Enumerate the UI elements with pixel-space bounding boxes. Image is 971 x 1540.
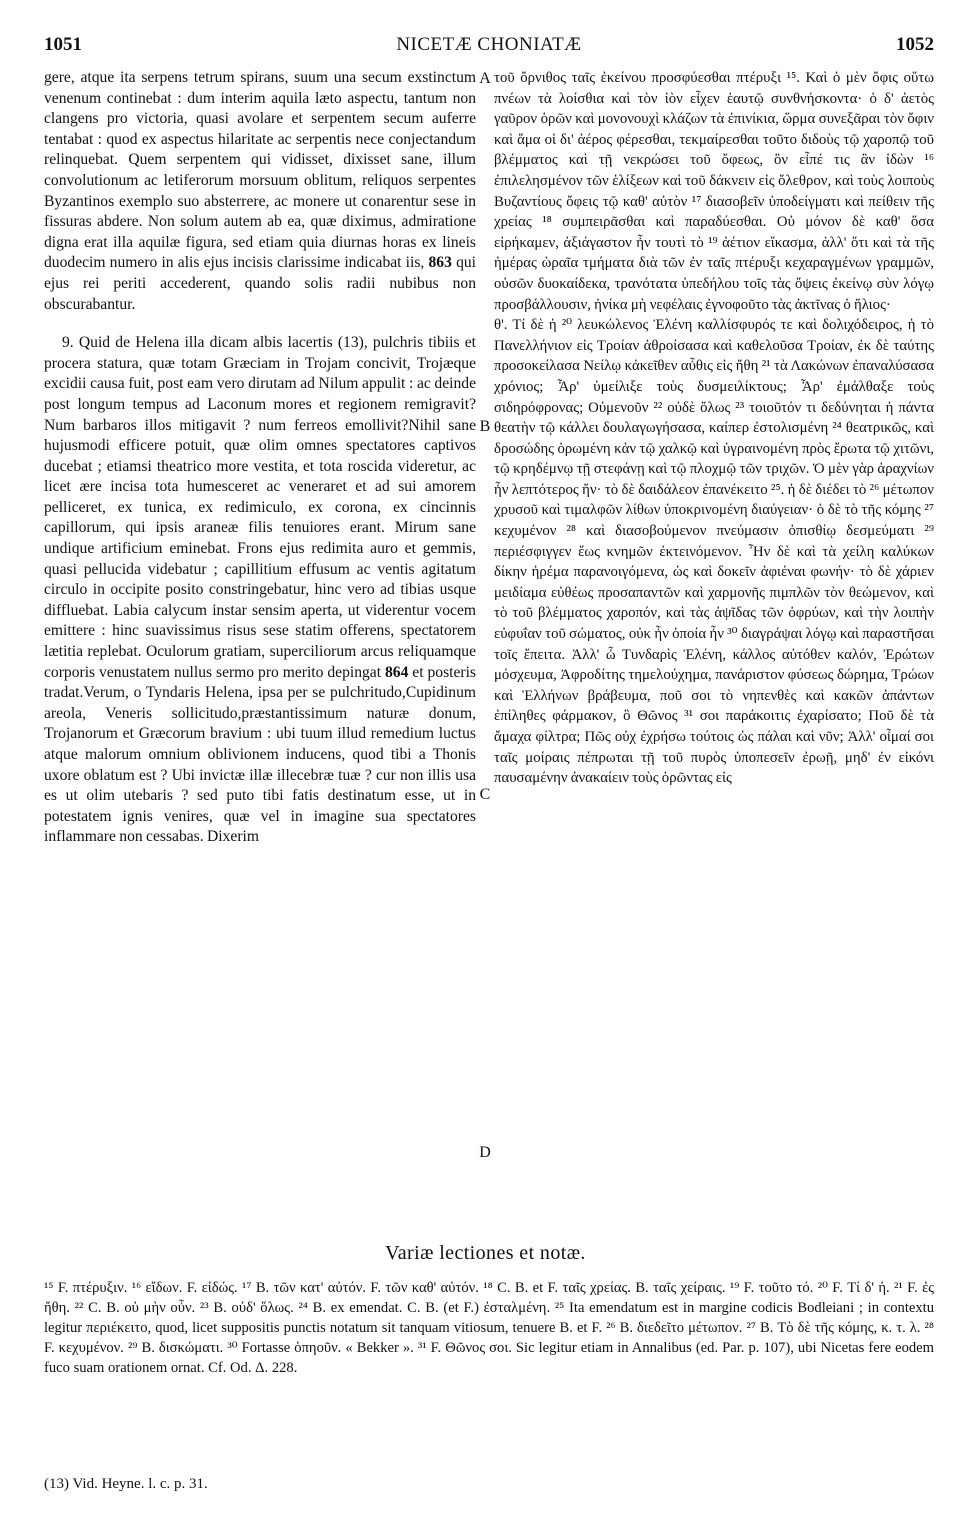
- margin-letter-d: D: [479, 1144, 491, 1161]
- latin-text-a: gere, atque ita serpens tetrum spirans, suum una secum exstinctum venenum continebat : dum interim aquila læto aspectu, tantum non clangens pro victoria, quasi avolare et serpentem secum auferre tentabat : quod ex aspectus hilaritate ac serpentis nece conjectandum relinquebat. Quem serpentem qui vidisset, dixisset sane, illum convolutionum ac letiferorum morsuum oblitum, reliquos serpentes Byzantinos exemplo suo absterrere, ac monere ut conarentur sese in fissuras abdere. Non solum autem ab ea, quæ diximus, admiratione digna erat illa aquilæ figura, sed etiam quia diurnas horas ex lineis duodecim numero in alis ejus incisis clarissime indicabat iis,: [44, 69, 476, 272]
- margin-letter-b: B: [479, 418, 491, 435]
- latin-text-d: et posteris tradat.Verum, o Tyndaris Helena, ipsa per se pulchritudo,Cupidinum areola, Veneris sollicitudo,præstantissimum naturæ donum, Trojanorum et Græcorum bravium : ubi tuum illud remedium luctus atque malorum omnium oblivionem inducens, quod tibi a Thonis uxore oblatum est ? Ubi invictæ illæ illecebræ tuæ ? cur non illis usa es ut olim utebaris ? sed puto tibi fatis destinatum esse, ut in potestatem ignis venires, quæ vel in imagine sua spectatores inflammare non cessabas. Dixerim: [44, 663, 476, 846]
- greek-column: [494, 68, 934, 789]
- inline-page-864: 864: [384, 663, 409, 681]
- running-title: NICETÆ CHONIATÆ: [396, 34, 582, 55]
- latin-paragraph-9: [44, 333, 476, 848]
- page-header: [44, 28, 934, 62]
- page-number-left: 1051: [44, 34, 82, 55]
- greek-paragraph-9: θ'. Τί δὲ ἡ ²⁰ λευκώλενος Ἑλένη καλλίσφυρός τε καὶ δολιχόδειρος, ἡ τὸ Πανελλήνιον εἰς Τροίαν ἀθροίσασα καὶ καθελοῦσα Τροίαν, ἐκ δὲ ταύτης προσοκείλασα Νείλῳ κἀκεῖθεν αὖθις εἰς ἤθη ²¹ τὰ Λακώνων ἐπαναλύσασα χρόνιος; Ἆρ' ὑμείλιξε τοὺς δυσμειλίκτους; Ἆρ' ἐμάλθαξε τοὺς σιδηρόφρονας; Οὐμενοῦν ²² οὐδὲ ὅλως ²³ τοιοῦτόν τι δεδύνηται ἡ πάντα θεατὴν τῷ κάλλει δουλαγωγήσασα, καίπερ ἐστολισμένη ²⁴ θεατρικῶς, καὶ δροσώδης ὁρωμένη κἀν τῷ χαλκῷ καὶ ὑγραινομένη πρὸς ἔρωτα τῷ χιτῶνι, τῷ κρηδέμνῳ τῇ στεφάνῃ καὶ τῷ πλοχμῷ τῶν τριχῶν. Ὁ μὲν γὰρ ἀραχνίων ἦν λεπτότερος ἤν· τὸ δὲ δαιδάλεον ἐπανέκειτο ²⁵. ἡ δὲ διέδει τὸ ²⁶ μέτωπον χρυσοῦ καὶ τιμαλφῶν λίθων ὑποκρινομένη διαύγειαν· ὁ δὲ τὸ τῆς κόμης ²⁷ κεχυμένον ²⁸ καὶ διασοβούμενον πνεύμασιν ὀπισθίῳ δεσμεύματι ²⁹ περιέσφιγγεν ἕως κνημῶν ἐκτεινόμενον. Ἦν δὲ καὶ τὰ χείλη καλύκων δίκην ἠρέμα παρανοιγόμενα, ὡς καὶ δοκεῖν ἀφιέναι φωνήν· τὸ δὲ χάριεν μειδίαμα εὐθέως προσαπαντῶν καὶ χαρμονῆς πιμπλῶν τὸν θεώμενον, καὶ τὸ τοῦ βλέμματος χαροπόν, καὶ τὰς ἀψῖδας τῶν ὀφρύων, καὶ τὴν λοιπὴν εὐφυΐαν τοῦ σώματος, οὐκ ἦν ὁποία ἦν ³⁰ διαγράψαι λόγῳ καὶ παραστῆσαι τοῖς ἔπειτα. Ἀλλ' ὦ Τυνδαρὶς Ἑλένη, κάλλος αὐτόθεν καλόν, Ἐρώτων μόσχευμα, Ἀφροδίτης τημελούχημα, πανάριστον φύσεως δώρημα, Τρώων καὶ Ἑλλήνων βράβευμα, ποῦ σοι τὸ νηπενθὲς καὶ κακῶν ἁπάντων ἐπίληθες φάρμακον, ὃ Θῶνος ³¹ σοι παράκοιτις ἐχαρίσατο; Ποῦ δὲ τὰ ἄμαχα φίλτρα; Πῶς οὐχ ἐχρήσω τούτοις ὡς πάλαι καὶ νῦν; Ἀλλ' οἶμαί σοι ταῖς μοίραις πέπρωται τῇ τοῦ πυρὸς ὑποπεσεῖν ἐρωῇ, μηδ' ἐν εἰκόνι παυσαμένην ἀνακαίειν τοὺς ὁρῶντας εἰς: [494, 317, 934, 787]
- latin-paragraph-8: [44, 68, 476, 315]
- page-number-right: 1052: [896, 34, 934, 55]
- latin-text-c: 9. Quid de Helena illa dicam albis lacertis (13), pulchris tibiis et procera statura, quæ totam Græciam in Trojam concivit, Trojæque excidii causa fuit, post eam vero dirutam ad Nilum appulit : ac deinde post longum tempus ad Laconum mores et regionem remigravit? Num barbaros illos mitigavit ? num ferreos emollivit?Nihil sane hujusmodi efficere potuit, quæ olim omnes spectatores captivos ducebat ; etiamsi theatrico more vestita, et tota roscida videretur, ac licet ære incisa tota humesceret ac veneraret et ad sui amorem pelliceret, ex tunica, ex redimiculo, ex corona, ex cincinnis capillorum, qui ipsis araneæ filis tenuiores erant. Mirum sane undique artificium eminebat. Frons ejus redimita auro et gemmis, quasi pellucida videbatur ; capillitium effusum ac ventis agitatum circulo in occipite posito constringebatur, hinc vero ad tibias usque diffluebat. Labia calycum instar sensim aperta, ut viderentur vocem emittere : hinc suavissimus risus sese statim offerens, spectatorem lætitia replebat. Oculorum gratiam, superciliorum arcus reliquamque corporis venustatem nullus sermo pro merito depingat: [44, 334, 476, 681]
- greek-paragraph-8: τοῦ ὄρνιθος ταῖς ἐκείνου προσφύεσθαι πτέρυξι ¹⁵. Καὶ ὁ μὲν ὄφις οὕτω πνέων τὰ λοίσθια καὶ τὸν ἰὸν εἶχεν ἑαυτῷ συνθνήσκοντα· ὁ δ' ἀετὸς γαῦρον ὁρῶν καὶ μονονουχὶ κλάζων τὰ ἐπινίκια, ὥρμα συνεξᾶραι τὸν ὄφιν καὶ ἅμα οἱ δι' ἀέρος φέρεσθαι, τεκμαίρεσθαι τοῦτο διδοὺς τῷ χαροπῷ τοῦ βλέμματος καὶ τῇ νεκρώσει τοῦ ὄφεως, ὃν εἶπέ τις ἂν ἰδὼν ¹⁶ ἐπιλελησμένον τῶν ἑλίξεων καὶ τοῦ δάκνειν εἰς ὄλεθρον, καὶ τοὺς λοιποὺς Βυζαντίους ὄφεις τῷ καθ' αὐτὸν ¹⁷ διασοβεῖν ὑποδείγματι καὶ πείθειν τῆς χρείας ¹⁸ συμπειρᾶσθαι καὶ παραδύεσθαι. Οὐ μόνον δὲ καθ' ὅσα εἰρήκαμεν, ἀξιάγαστον ἦν τουτὶ τὸ ¹⁹ ἀέτιον εἴκασμα, ἀλλ' ὅτι καὶ τὰ τῆς ἡμέρας ὡραῖα τμήματα διὰ τῶν ἐν ταῖς πτέρυξι κεχαραγμένων γραμμῶν, οὐσῶν δυοκαίδεκα, τρανότατα ὑπεδήλου τοῖς τὰς ὄψεις ἐκείνῳ σὺν λόγῳ προσβάλλουσιν, ἡνίκα μὴ νεφέλαις ἐγνοφοῦτο τὰς ἀκτῖνας ὁ ἥλιος·: [494, 70, 934, 313]
- notes-title: Variæ lectiones et notæ.: [385, 1242, 586, 1264]
- inline-page-863: 863: [428, 254, 452, 272]
- latin-text-b: qui ejus rei periti accederent, quando solis radii nubibus non obscurabantur.: [44, 254, 477, 313]
- margin-letter-c: C: [479, 786, 491, 803]
- latin-column: [44, 68, 476, 848]
- variant-readings-notes: ¹⁵ F. πτέρυξιν. ¹⁶ εἴδων. F. εἰδώς. ¹⁷ B. τῶν κατ' αὐτόν. F. τῶν καθ' αὐτόν. ¹⁸ C. B. et F. ταῖς χρείας. B. ταῖς χείραις. ¹⁹ F. τοῦτο τό. ²⁰ F. Τί δ' ἡ. ²¹ F. ἐς ἤθη. ²² C. B. οὐ μὴν οὖν. ²³ B. οὐδ' ὅλως. ²⁴ B. ex emendat. C. B. (et F.) ἐσταλμένη. ²⁵ Ita emendatum est in margine codicis Bodleiani ; in contextu legitur περιέκειτο, quod, licet suppositis punctis notatum sit tanquam vitiosum, tenuere B. et F. ²⁶ B. διεδεῖτο μέτωπον. ²⁷ B. Τὸ δὲ τῆς κόμης, κ. τ. λ. ²⁸ F. κεχυμένον. ²⁹ B. δισκώματι. ³⁰ Fortasse ὁπηοῦν. « Bekker ». ³¹ F. Θῶνος σοι. Sic legitur etiam in Annalibus (ed. Par. p. 107), ubi Nicetas fere eodem fuco suam orationem ornat. Cf. Od. Δ. 228.: [44, 1280, 934, 1376]
- footnote-13: (13) Vid. Heyne. l. c. p. 31.: [44, 1476, 208, 1492]
- margin-letter-a: A: [479, 70, 491, 87]
